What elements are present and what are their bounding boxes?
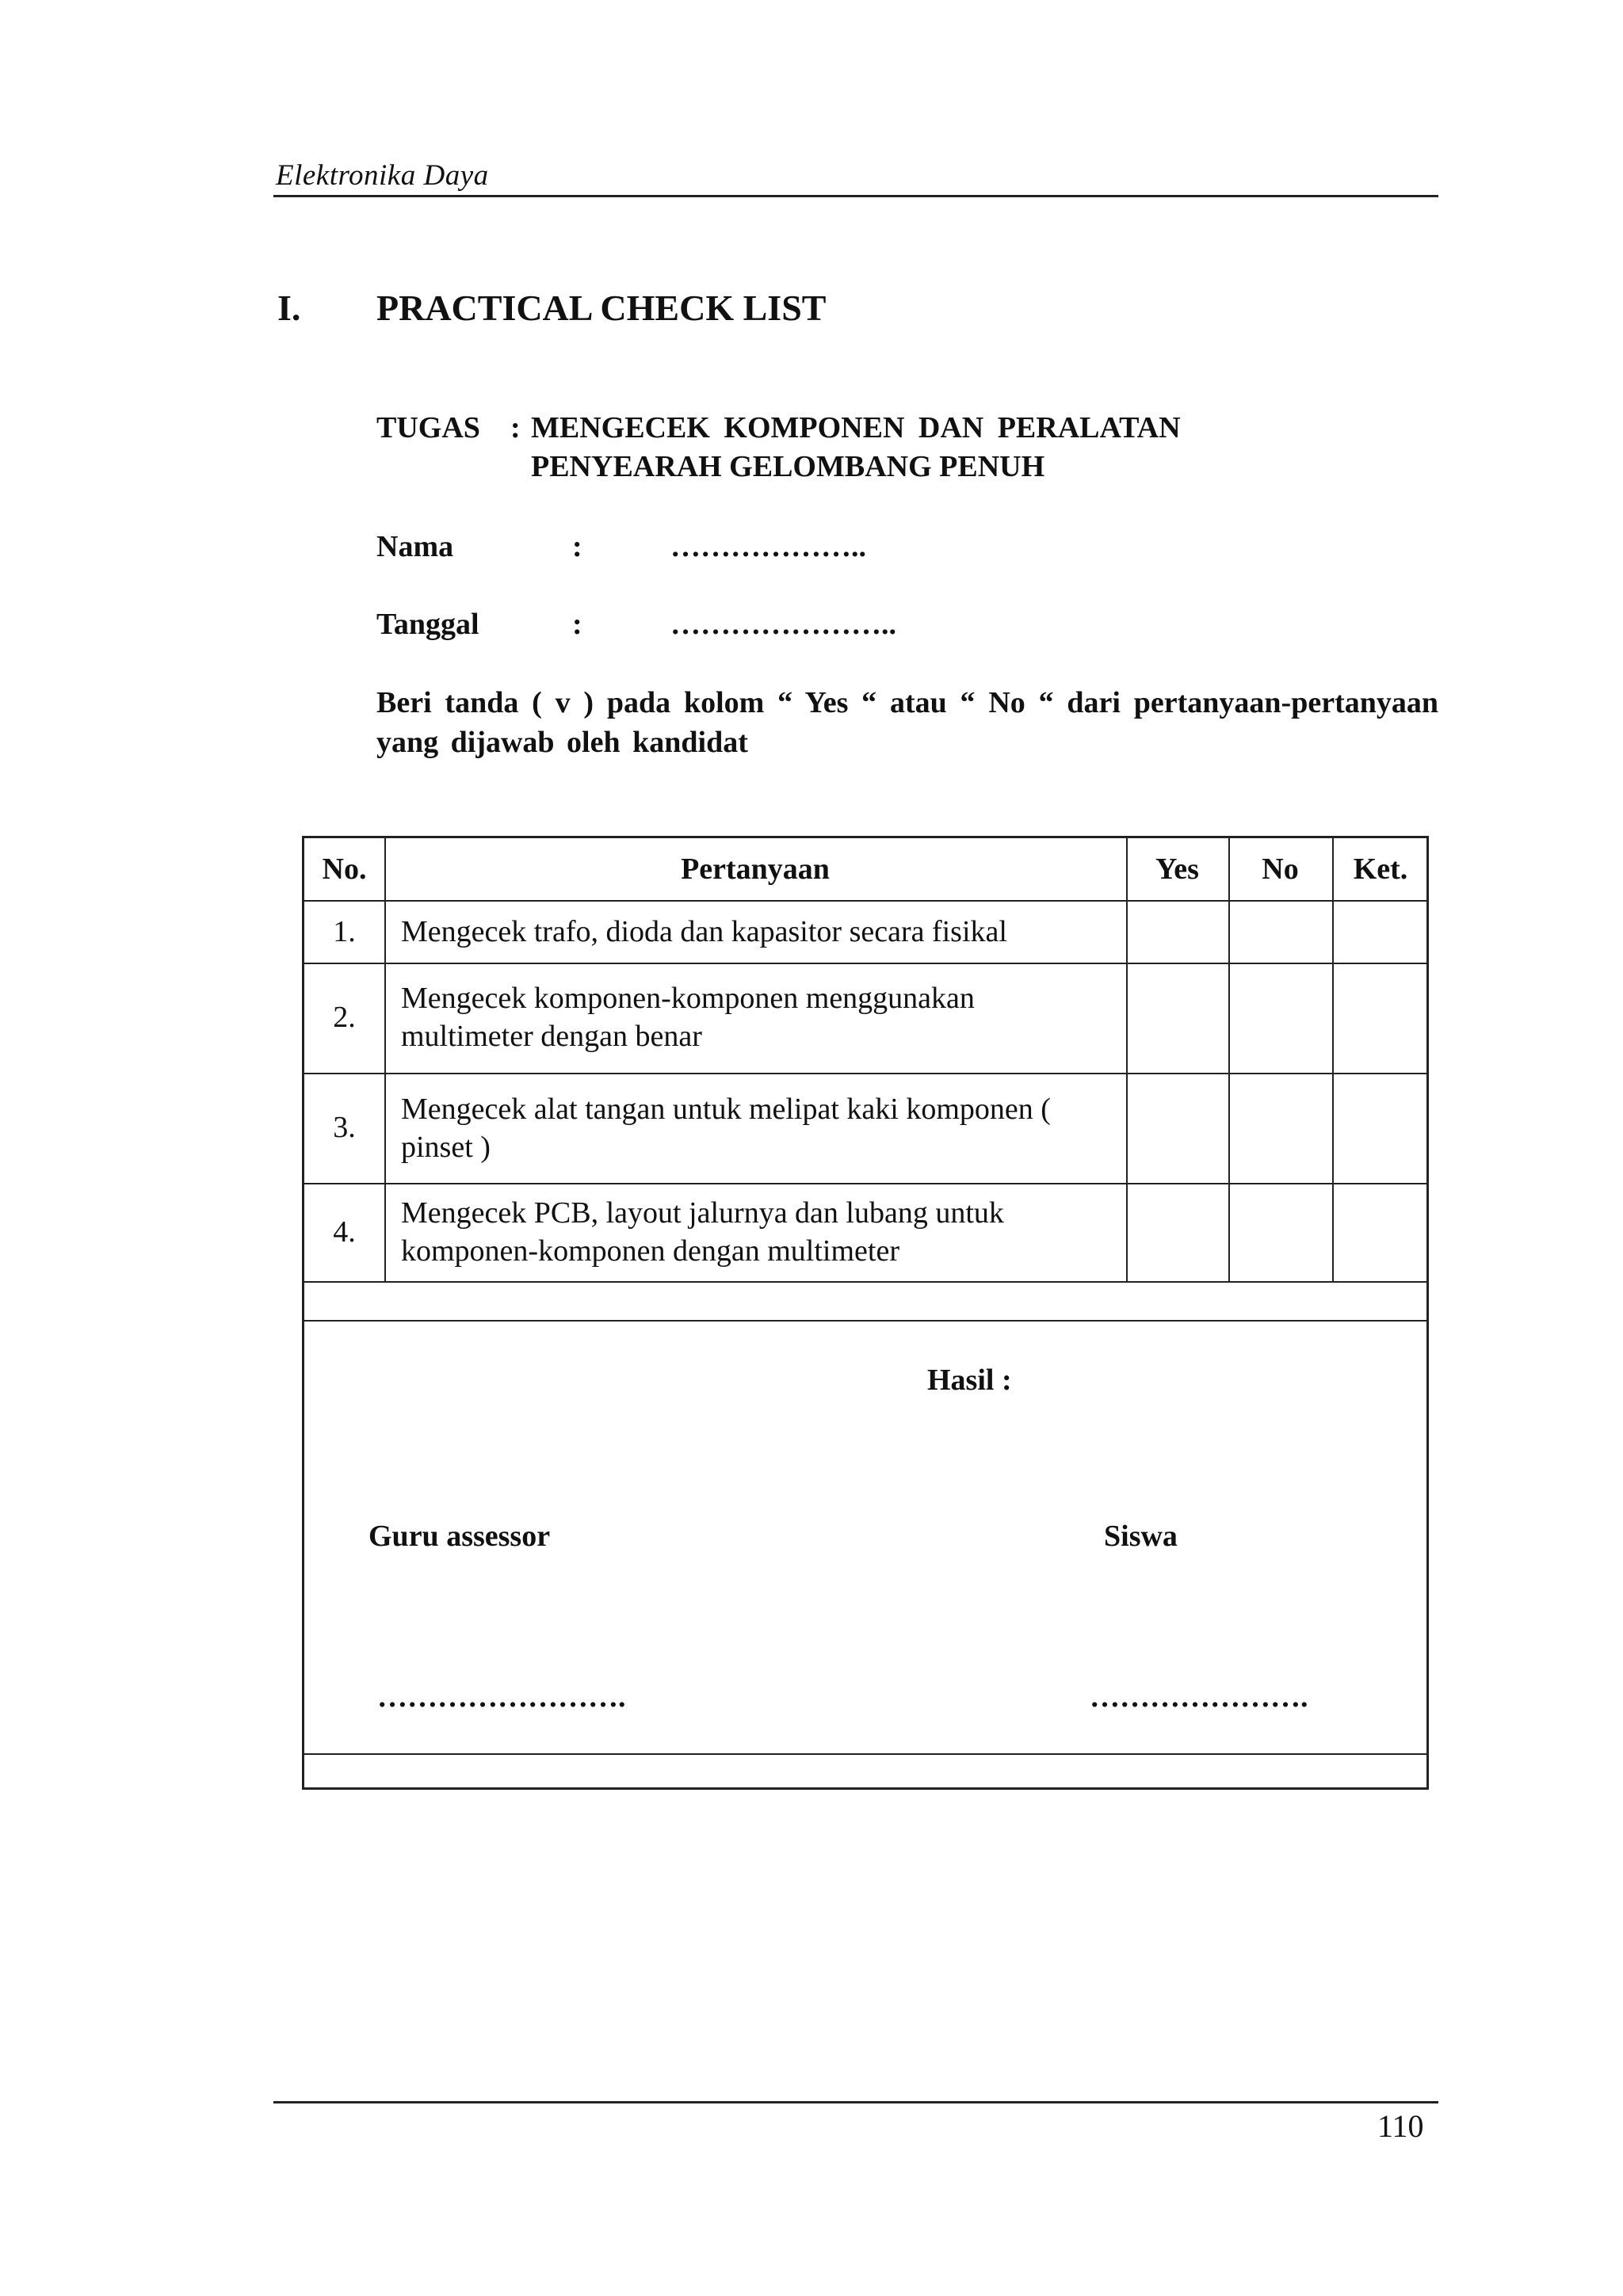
header-yes: Yes	[1155, 852, 1199, 886]
header-rule	[273, 195, 1438, 197]
header-no: No.	[322, 852, 367, 886]
row-question: Mengecek PCB, layout jalurnya dan lubang untuk komponen-komponen dengan multimeter	[401, 1196, 1004, 1268]
table-col-rule	[1332, 838, 1334, 1281]
row-number: 3.	[333, 1111, 356, 1144]
table-rule	[304, 900, 1426, 902]
student-signature-line: ………………….	[1090, 1680, 1308, 1714]
assessor-label: Guru assessor	[369, 1520, 551, 1553]
row-number: 1.	[333, 915, 356, 948]
task-label: TUGAS	[376, 411, 480, 444]
header-question: Pertanyaan	[681, 852, 830, 886]
checklist-table	[302, 836, 1429, 1790]
footer-rule	[273, 2101, 1438, 2103]
header-note: Ket.	[1353, 852, 1408, 886]
task-description-line1: MENGECEK KOMPONEN DAN PERALATAN	[531, 411, 1181, 444]
page-number: 110	[1377, 2108, 1424, 2144]
date-colon: :	[572, 608, 582, 641]
running-header: Elektronika Daya	[276, 159, 489, 192]
table-rule	[304, 1753, 1426, 1755]
table-rule	[304, 1281, 1426, 1283]
task-colon: :	[510, 411, 521, 444]
table-rule	[304, 1320, 1426, 1322]
name-blank: ………………..	[670, 530, 866, 563]
table-col-rule	[1126, 838, 1128, 1281]
section-number: I.	[277, 288, 301, 328]
task-description-line2: PENYEARAH GELOMBANG PENUH	[531, 450, 1045, 483]
result-label: Hasil :	[927, 1363, 1012, 1397]
row-question: Mengecek trafo, dioda dan kapasitor secara fisikal	[401, 915, 1007, 948]
assessor-signature-line: …………………….	[377, 1680, 626, 1714]
section-title: PRACTICAL CHECK LIST	[376, 288, 827, 328]
date-label: Tanggal	[376, 608, 479, 641]
name-colon: :	[572, 530, 582, 563]
table-col-rule	[1228, 838, 1230, 1281]
header-no-col: No	[1262, 852, 1299, 886]
row-number: 2.	[333, 1001, 356, 1034]
table-rule	[304, 1183, 1426, 1184]
table-rule	[304, 1073, 1426, 1074]
row-question: Mengecek alat tangan untuk melipat kaki komponen ( pinset )	[401, 1093, 1051, 1164]
table-col-rule	[384, 838, 386, 1281]
row-question: Mengecek komponen-komponen menggunakan multimeter dengan benar	[401, 982, 975, 1053]
name-label: Nama	[376, 530, 454, 563]
row-number: 4.	[333, 1215, 356, 1249]
table-rule	[304, 963, 1426, 964]
date-blank: …………………..	[670, 608, 896, 641]
student-label: Siswa	[1104, 1520, 1178, 1553]
instruction-text: Beri tanda ( v ) pada kolom “ Yes “ atau “ No “ dari pertanyaan-pertanyaan yang dijawab oleh kandidat	[376, 686, 1438, 759]
